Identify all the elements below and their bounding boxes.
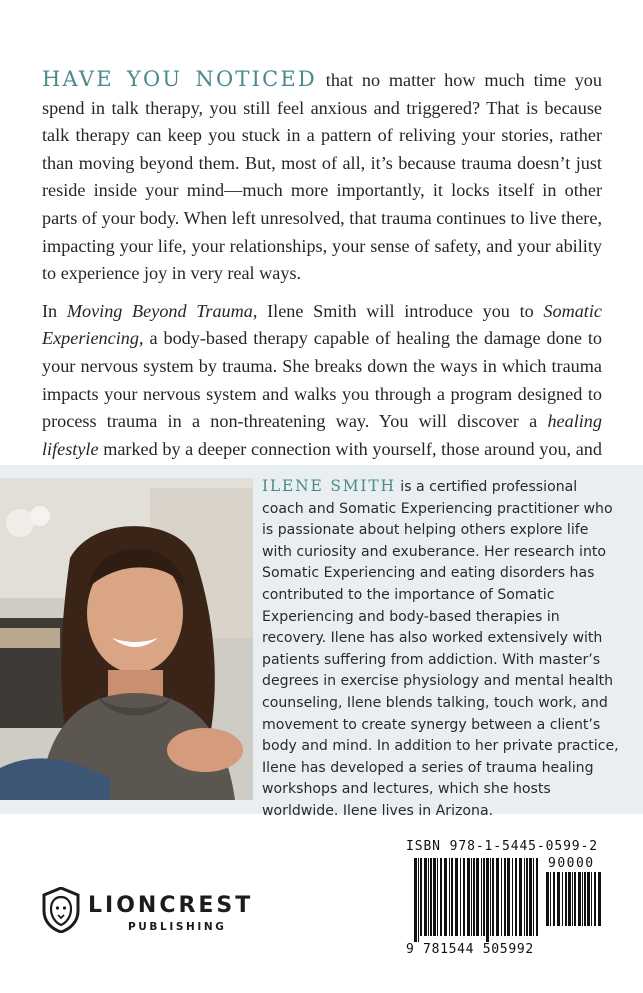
barcode-bar bbox=[449, 858, 450, 936]
blurb-paragraph-1 bbox=[42, 66, 602, 288]
barcode-bar bbox=[490, 858, 491, 936]
book-blurb bbox=[42, 66, 602, 501]
blurb-paragraph-2 bbox=[42, 298, 602, 491]
barcode-bar bbox=[496, 858, 499, 936]
barcode-bar bbox=[455, 858, 458, 936]
barcode-bar bbox=[578, 872, 581, 926]
barcode-bar bbox=[473, 858, 475, 936]
barcode-bar bbox=[529, 858, 532, 936]
barcode-bar bbox=[414, 858, 417, 942]
barcode-bar bbox=[515, 858, 517, 936]
barcode-bar bbox=[430, 858, 432, 936]
barcode-bar bbox=[507, 858, 510, 936]
publisher-logo bbox=[42, 887, 262, 947]
blurb-text-1: that no matter how much time you spend in talk therapy, you still feel anxious and triggered? That is because talk therapy can keep you stuck in a pattern of reliving your stories, rather than moving beyond them. But, most of all, it’s because trauma doesn’t just reside inside your mind—much more importantly, it locks itself in other parts of your body. When left unresolved, that trauma continues to live there, impacting your life, your relationships, your sense of safety, and your ability to experience joy in very real ways. bbox=[42, 70, 602, 284]
barcode-bar bbox=[428, 858, 429, 936]
blurb-lead-in: HAVE YOU NOTICED bbox=[42, 67, 317, 91]
barcode-bar bbox=[524, 858, 525, 936]
author-bio bbox=[262, 476, 622, 823]
blurb-text-2d: marked by a deeper connection with yourself, those around you, and bbox=[103, 438, 602, 459]
barcode-bar bbox=[451, 858, 453, 936]
blurb-text-2b: , Ilene Smith will introduce you to bbox=[252, 300, 544, 321]
lifestyle-mention: healing lifestyle bbox=[42, 411, 602, 459]
barcode-bar bbox=[536, 858, 538, 936]
book-title-mention: Moving Beyond Trauma bbox=[66, 300, 253, 321]
barcode-bar bbox=[463, 858, 465, 936]
barcode-bar bbox=[471, 858, 472, 936]
barcode-bar bbox=[574, 872, 576, 926]
barcode-bar bbox=[501, 858, 502, 936]
barcode-bar bbox=[483, 858, 485, 936]
barcode-bar bbox=[557, 872, 560, 926]
ean-barcode bbox=[414, 858, 538, 942]
barcode-bar bbox=[562, 872, 563, 926]
isbn-label: ISBN 978-1-5445-0599-2 bbox=[406, 839, 598, 854]
price-barcode bbox=[546, 872, 604, 932]
barcode-bar bbox=[519, 858, 522, 936]
barcode-bar bbox=[584, 872, 586, 926]
barcode-bar bbox=[460, 858, 461, 936]
barcode-bar bbox=[572, 872, 573, 926]
author-bio-text: is a certified professional coach and Somatic Experiencing practitioner who is passionate about helping others explore life with curiosity and exuberance. Her research into Somatic Experiencing and eating disorders has contributed to the importance of Somatic Experiencing and body-based therapies in recovery. Ilene has also worked extensively with patients suffering from addiction. With master’s degrees in exercise physiology and mental health counseling, Ilene blends talking, touch work, and movement to create synergy between a client’s body and mind. In addition to her private practice, Ilene has developed a series of trauma healing workshops and lectures, which she hosts worldwide. Ilene lives in Arizona. bbox=[262, 479, 619, 819]
barcode-bar bbox=[424, 858, 427, 936]
barcode-bar bbox=[587, 872, 590, 926]
barcode-bar bbox=[437, 858, 438, 936]
barcode-bar bbox=[533, 858, 534, 936]
barcode-bar bbox=[481, 858, 482, 936]
barcode-bar bbox=[504, 858, 506, 936]
barcode-bar bbox=[444, 858, 447, 936]
barcode-bar bbox=[568, 872, 571, 926]
publisher-name: LIONCREST bbox=[88, 893, 254, 918]
author-photo bbox=[0, 478, 253, 800]
barcode-bar bbox=[546, 872, 549, 926]
blurb-text-2a: In bbox=[42, 300, 67, 321]
ean-digits: 9 781544 505992 bbox=[406, 942, 534, 957]
barcode-bar bbox=[467, 858, 470, 936]
barcode-bar bbox=[550, 872, 551, 926]
publisher-subtitle: PUBLISHING bbox=[128, 921, 227, 933]
lion-shield-icon bbox=[42, 887, 80, 933]
barcode-bar bbox=[591, 872, 592, 926]
barcode-bar bbox=[420, 858, 422, 936]
method-mention: Somatic Experiencing bbox=[42, 300, 602, 349]
barcode-bar bbox=[582, 872, 583, 926]
barcode-bar bbox=[440, 858, 442, 936]
barcode-bar bbox=[565, 872, 567, 926]
barcode-bar bbox=[553, 872, 555, 926]
barcode-bar bbox=[492, 858, 494, 936]
barcode-bar bbox=[512, 858, 513, 936]
author-name: ILENE SMITH bbox=[262, 477, 396, 495]
barcode-bar bbox=[594, 872, 596, 926]
blurb-text-2c: , a body-based therapy capable of healing the damage done to your nervous system by trauma. She breaks down the ways in which trauma impacts your nervous system and walks you through a program designed to process trauma in a non-threatening way. You will discover a bbox=[42, 328, 602, 432]
barcode-bar bbox=[476, 858, 479, 936]
barcode-bar bbox=[433, 858, 436, 936]
barcode-bar bbox=[418, 858, 419, 942]
barcode-bar bbox=[598, 872, 601, 926]
barcode-bar bbox=[526, 858, 528, 936]
barcode-bar bbox=[486, 858, 489, 942]
price-code: 90000 bbox=[548, 856, 595, 871]
